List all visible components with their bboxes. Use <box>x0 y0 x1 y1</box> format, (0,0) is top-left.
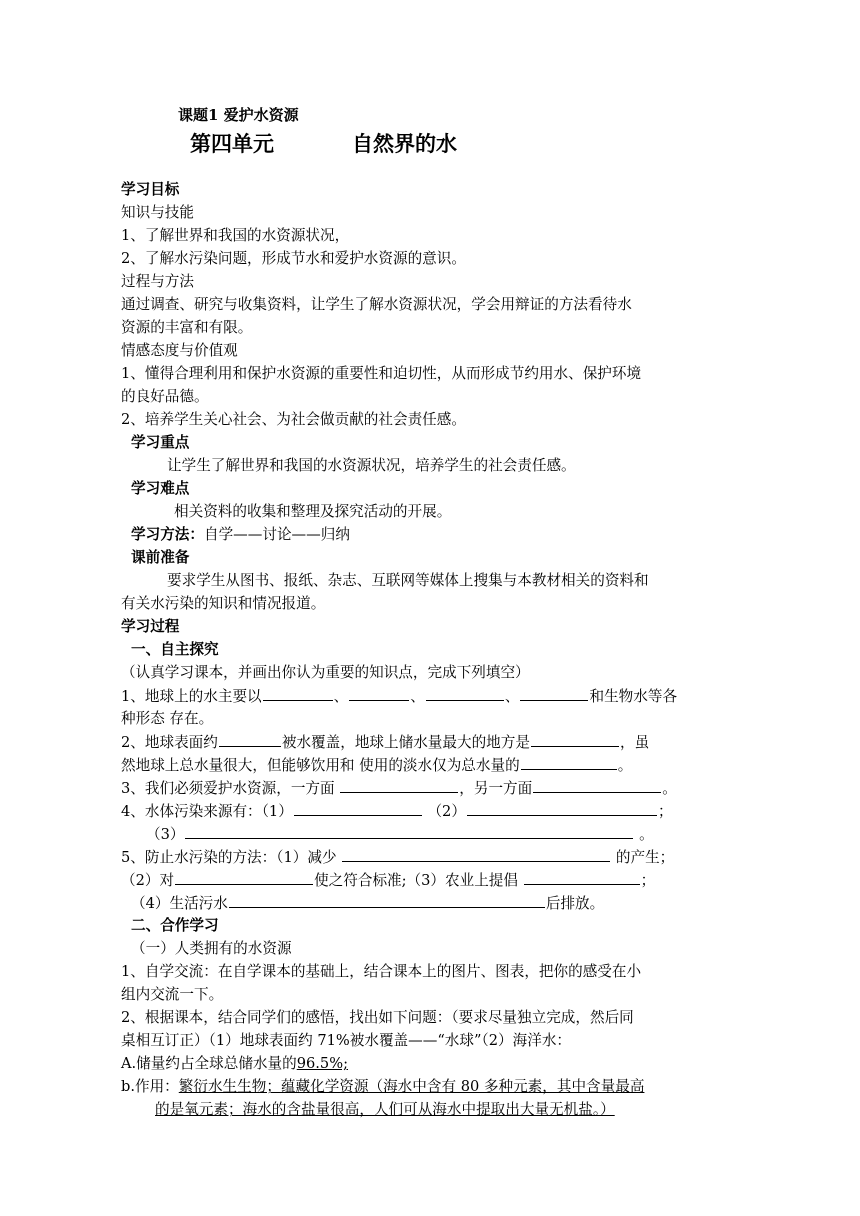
unit-label: 第四单元 <box>190 132 274 156</box>
section-1-note: （认真学习课本，并画出你认为重要的知识点，完成下列填空） <box>121 664 530 681</box>
coop-2b: 桌相互订正）（1）地球表面约 71%被水覆盖——“水球”（2）海洋水： <box>121 1032 572 1049</box>
key-text: 让学生了解世界和我国的水资源状况，培养学生的社会责任感。 <box>167 457 576 474</box>
answer-a: A.储量约占全球总储水量的96.5%; <box>121 1055 348 1072</box>
section-1-heading: 一、自主探究 <box>131 641 219 658</box>
method-heading: 学习方法： <box>131 526 204 543</box>
question-1: 1、地球上的水主要以 、 、 、 和生物水等各 <box>121 685 677 708</box>
blank[interactable] <box>340 777 458 793</box>
question-5-cont-1: （2）对 使之符合标准;（3）农业上提倡 ； <box>121 869 655 892</box>
method-text: 自学——讨论——归纳 <box>203 526 350 543</box>
question-4: 4、水体污染来源有：（1） （2） ； <box>121 800 673 823</box>
lesson-subtitle: 课题1 爱护水资源 <box>178 106 299 124</box>
section-2-heading: 二、合作学习 <box>131 917 219 934</box>
blank[interactable] <box>531 731 619 747</box>
blank[interactable] <box>533 777 661 793</box>
blank[interactable] <box>342 846 610 862</box>
blank[interactable] <box>294 800 422 816</box>
blank[interactable] <box>426 685 504 701</box>
goals-emotion: 情感态度与价值观 <box>121 342 238 359</box>
blank[interactable] <box>521 754 617 770</box>
question-5-cont-2: （4）生活污水 后排放。 <box>131 892 604 915</box>
blank[interactable] <box>349 685 409 701</box>
question-4-cont: （3） 。 <box>146 823 654 846</box>
goals-e1b: 的良好品德。 <box>121 388 209 405</box>
prep-b: 有关水污染的知识和情况报道。 <box>121 595 326 612</box>
process-heading: 学习过程 <box>121 618 180 635</box>
unit-title: 自然界的水 <box>352 132 457 156</box>
difficulty-text: 相关资料的收集和整理及探究活动的开展。 <box>174 503 452 520</box>
answer-b-cont: 的是氧元素；海水的含盐量很高，人们可从海水中提取出大量无机盐。） <box>155 1101 615 1118</box>
question-2: 2、地球表面约 被水覆盖，地球上储水量最大的地方是 ，虽 <box>121 731 649 754</box>
blank[interactable] <box>263 685 333 701</box>
goals-knowledge: 知识与技能 <box>121 204 194 221</box>
blank[interactable] <box>229 892 545 908</box>
coop-1a: 1、自学交流：在自学课本的基础上，结合课本上的图片、图表，把你的感受在小 <box>121 963 642 980</box>
blank[interactable] <box>219 731 281 747</box>
goals-p1b: 资源的丰富和有限。 <box>121 319 253 336</box>
question-1-cont: 种形态 存在。 <box>121 710 214 727</box>
prep-a: 要求学生从图书、报纸、杂志、互联网等媒体上搜集与本教材相关的资料和 <box>167 572 649 589</box>
section-2-sub: （一）人类拥有的水资源 <box>131 940 292 957</box>
blank[interactable] <box>175 869 313 885</box>
coop-1b: 组内交流一下。 <box>121 986 224 1003</box>
method-line <box>131 524 350 546</box>
question-3: 3、我们必须爱护水资源，一方面 ，另一方面 。 <box>121 777 677 800</box>
goals-k2: 2、了解水污染问题，形成节水和爱护水资源的意识。 <box>121 250 466 267</box>
question-2-cont: 然地球上总水量很大，但能够饮用和 使用的淡水仅为总水量的 。 <box>121 754 632 777</box>
blank[interactable] <box>520 685 588 701</box>
goals-heading: 学习目标 <box>121 181 180 198</box>
question-5: 5、防止水污染的方法：（1）减少 的产生； <box>121 846 674 869</box>
answer-b: b.作用：繁衍水生生物；蕴藏化学资源（海水中含有 80 多种元素，其中含量最高 <box>121 1078 645 1095</box>
goals-e2: 2、培养学生关心社会、为社会做贡献的社会责任感。 <box>121 411 466 428</box>
goals-e1a: 1、懂得合理利用和保护水资源的重要性和迫切性，从而形成节约用水、保护环境 <box>121 365 642 382</box>
goals-p1a: 通过调查、研究与收集资料，让学生了解水资源状况，学会用辩证的方法看待水 <box>121 296 632 313</box>
blank[interactable] <box>524 869 640 885</box>
prep-heading: 课前准备 <box>131 549 190 566</box>
goals-process: 过程与方法 <box>121 273 194 290</box>
difficulty-heading: 学习难点 <box>131 480 190 497</box>
blank[interactable] <box>467 800 657 816</box>
key-heading: 学习重点 <box>131 434 190 451</box>
coop-2a: 2、根据课本，结合同学们的感悟，找出如下问题：（要求尽量独立完成，然后同 <box>121 1009 634 1026</box>
blank[interactable] <box>185 823 633 839</box>
goals-k1: 1、了解世界和我国的水资源状况， <box>121 227 350 244</box>
